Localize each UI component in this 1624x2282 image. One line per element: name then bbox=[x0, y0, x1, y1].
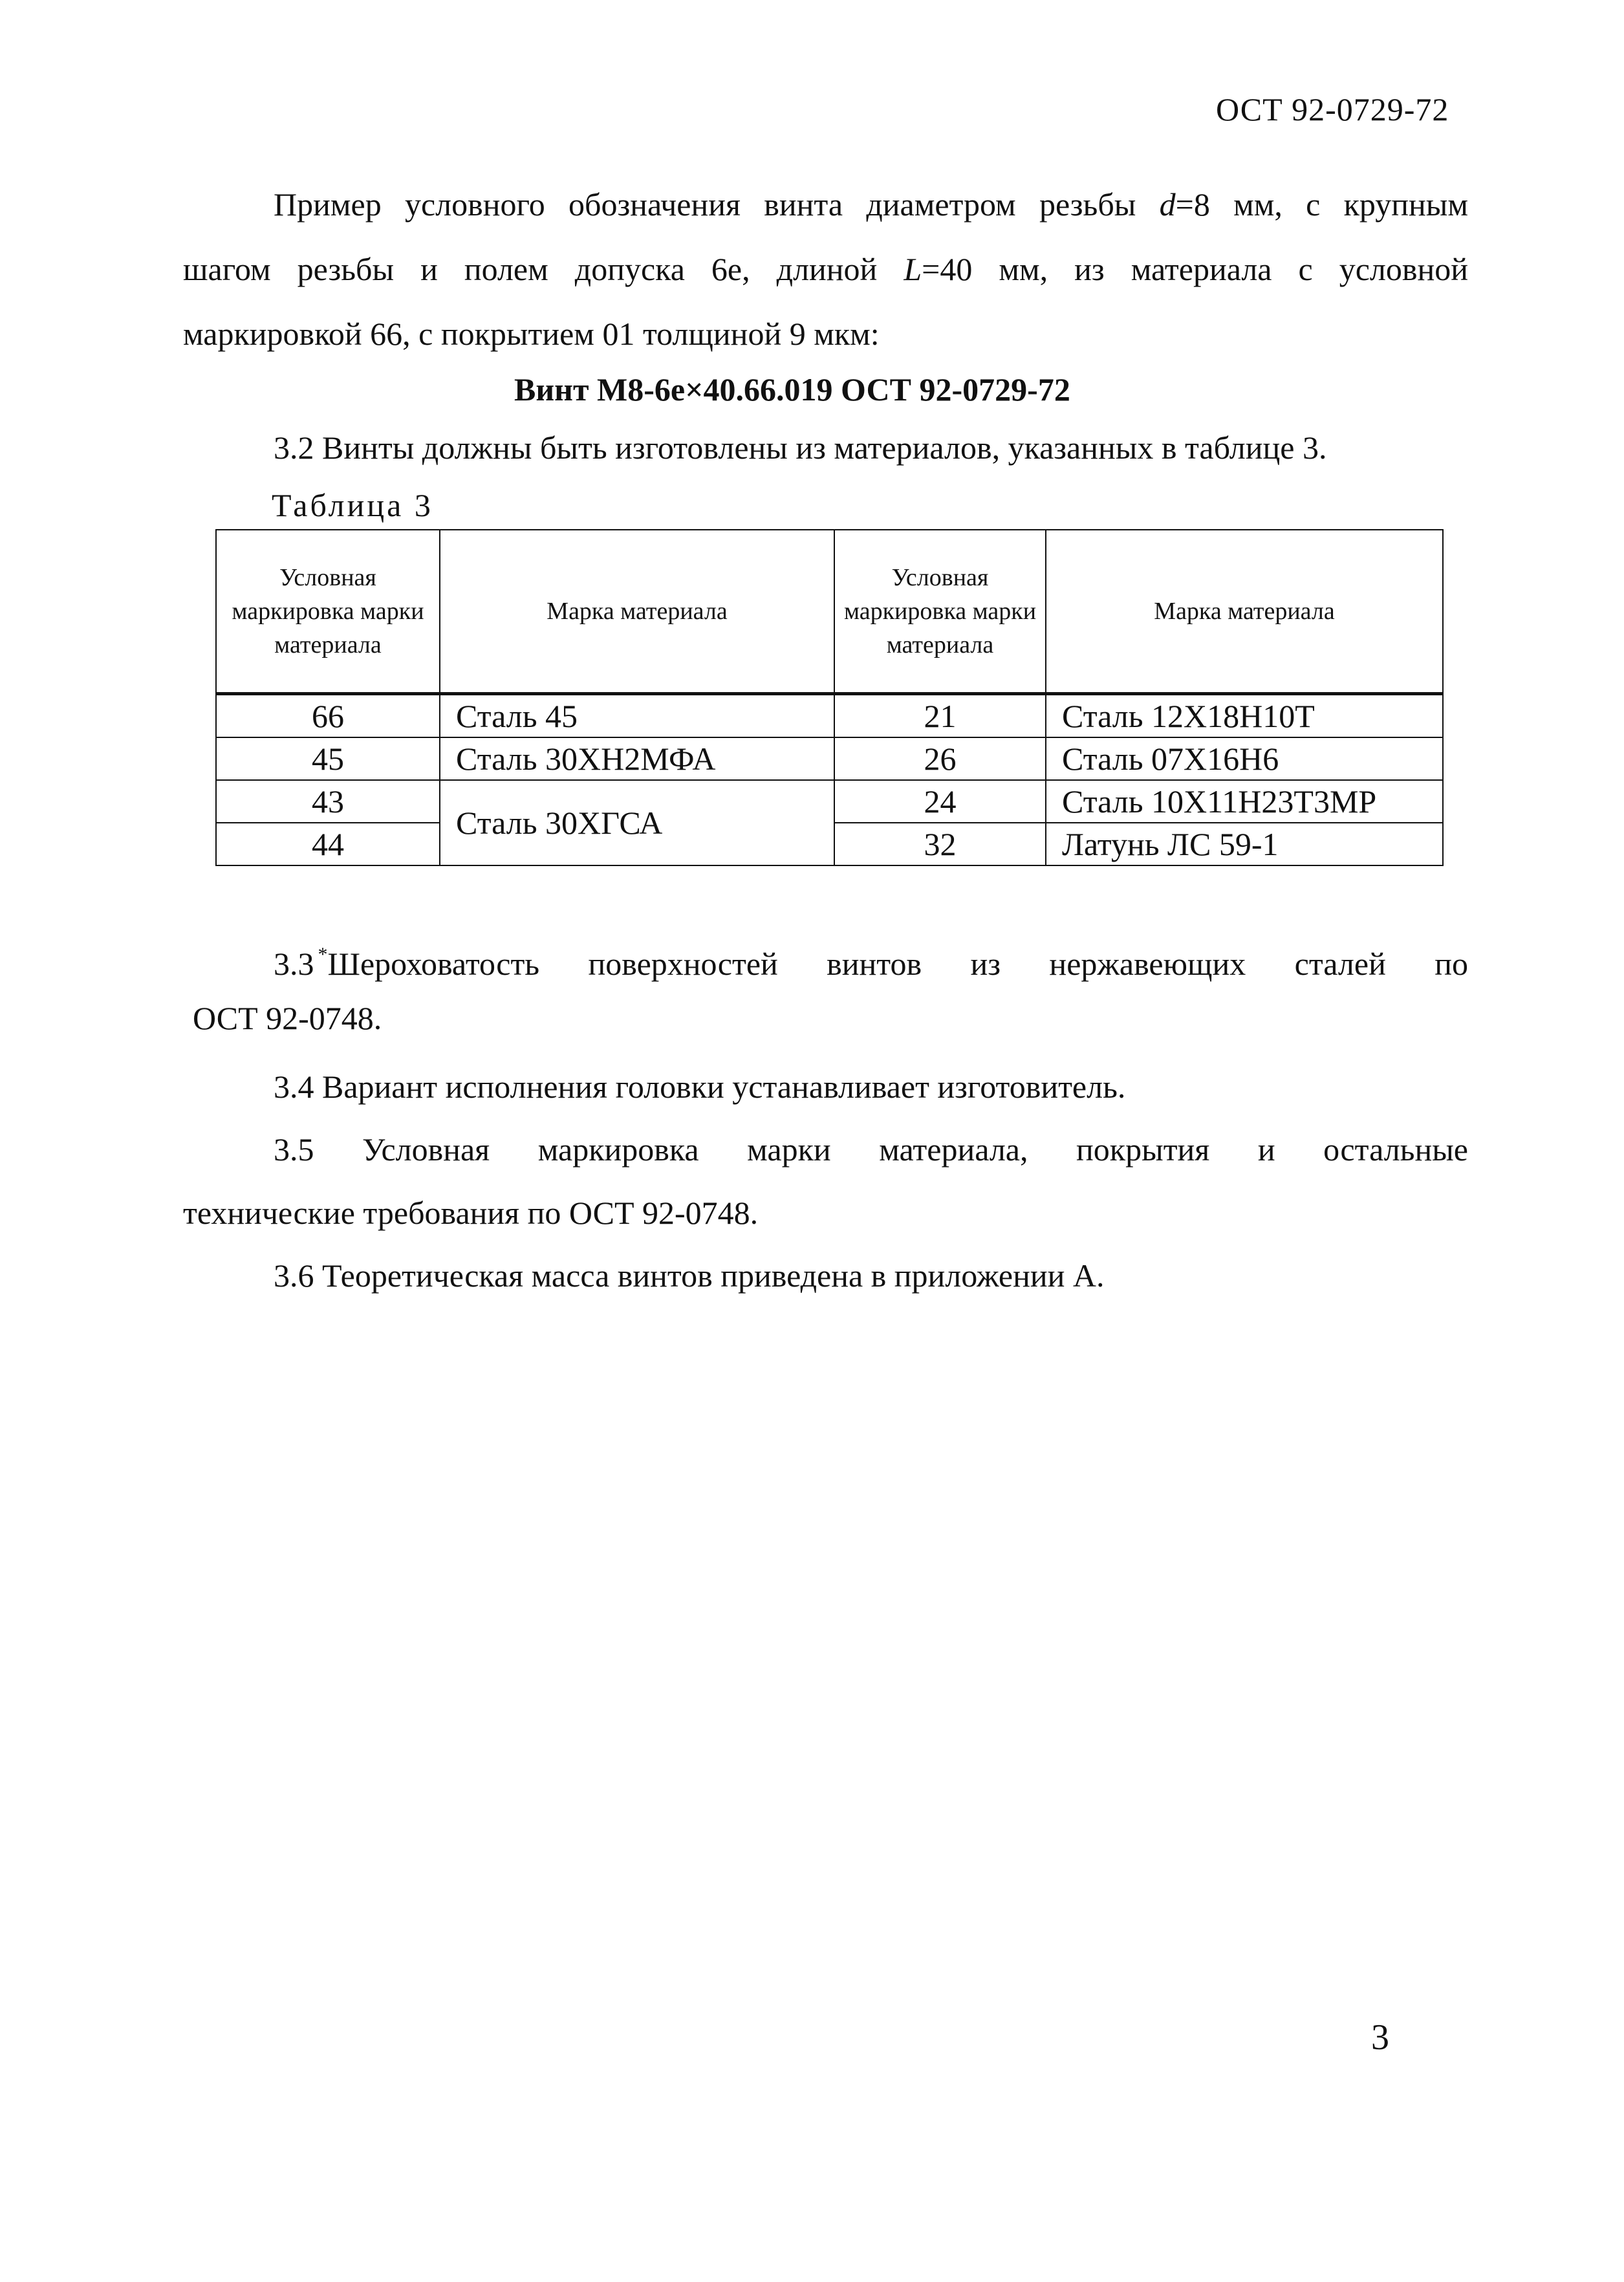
paragraph-3-3-line-2: ОСТ 92-0748. bbox=[193, 1000, 382, 1036]
cell-code: 21 bbox=[834, 694, 1046, 738]
table-caption: Таблица 3 bbox=[272, 487, 433, 523]
cell-code: 26 bbox=[834, 737, 1046, 780]
table-row bbox=[216, 694, 1443, 738]
cell-code: 44 bbox=[216, 823, 440, 865]
paragraph-3-2: 3.2 Винты должны быть изготовлены из материалов, указанных в таблице 3. bbox=[274, 429, 1327, 466]
cell-material: Сталь 30ХН2МФА bbox=[440, 737, 834, 780]
paragraph-3-5-line-1: 3.5 Условная маркировка марки материала, покрытия и остальные bbox=[274, 1131, 1468, 1168]
paragraph-3-5-line-2: технические требования по ОСТ 92-0748. bbox=[183, 1195, 759, 1231]
screw-designation: Винт М8-6е×40.66.019 ОСТ 92-0729-72 bbox=[514, 371, 1070, 408]
table-row bbox=[216, 780, 1443, 823]
header-code-1: Условная маркировка марки материала bbox=[216, 530, 440, 694]
page-number: 3 bbox=[1371, 2017, 1389, 2058]
cell-material: Латунь ЛС 59-1 bbox=[1046, 823, 1443, 865]
table-row bbox=[216, 737, 1443, 780]
header-material-1: Марка материала bbox=[440, 530, 834, 694]
header-code-2: Условная маркировка марки материала bbox=[834, 530, 1046, 694]
paragraph-3-4: 3.4 Вариант исполнения головки устанавливает изготовитель. bbox=[274, 1069, 1126, 1105]
cell-code: 24 bbox=[834, 780, 1046, 823]
cell-material: Сталь 10Х11Н23Т3МР bbox=[1046, 780, 1443, 823]
example-line-1: Пример условного обозначения винта диаметром резьбы d=8 мм, с крупным bbox=[274, 186, 1468, 223]
materials-table bbox=[215, 529, 1444, 866]
example-line-3: маркировкой 66, с покрытием 01 толщиной 9 мкм: bbox=[183, 316, 880, 352]
cell-code: 32 bbox=[834, 823, 1046, 865]
cell-material: Сталь 12Х18Н10Т bbox=[1046, 694, 1443, 738]
cell-material: Сталь 45 bbox=[440, 694, 834, 738]
cell-code: 66 bbox=[216, 694, 440, 738]
cell-material: Сталь 07Х16Н6 bbox=[1046, 737, 1443, 780]
footnote-mark: * bbox=[318, 944, 328, 965]
example-line-2: шагом резьбы и полем допуска 6е, длиной L=40 мм, из материала с условной bbox=[183, 251, 1468, 287]
cell-code: 43 bbox=[216, 780, 440, 823]
cell-material-merged: Сталь 30ХГСА bbox=[440, 780, 834, 865]
header-material-2: Марка материала bbox=[1046, 530, 1443, 694]
paragraph-3-6: 3.6 Теоретическая масса винтов приведена в приложении А. bbox=[274, 1257, 1105, 1294]
table-header-row bbox=[216, 530, 1443, 694]
document-code: ОСТ 92-0729-72 bbox=[1216, 91, 1449, 127]
cell-code: 45 bbox=[216, 737, 440, 780]
paragraph-3-3-line-1: 3.3 *Шероховатость поверхностей винтов из нержавеющих сталей по bbox=[274, 944, 1468, 982]
